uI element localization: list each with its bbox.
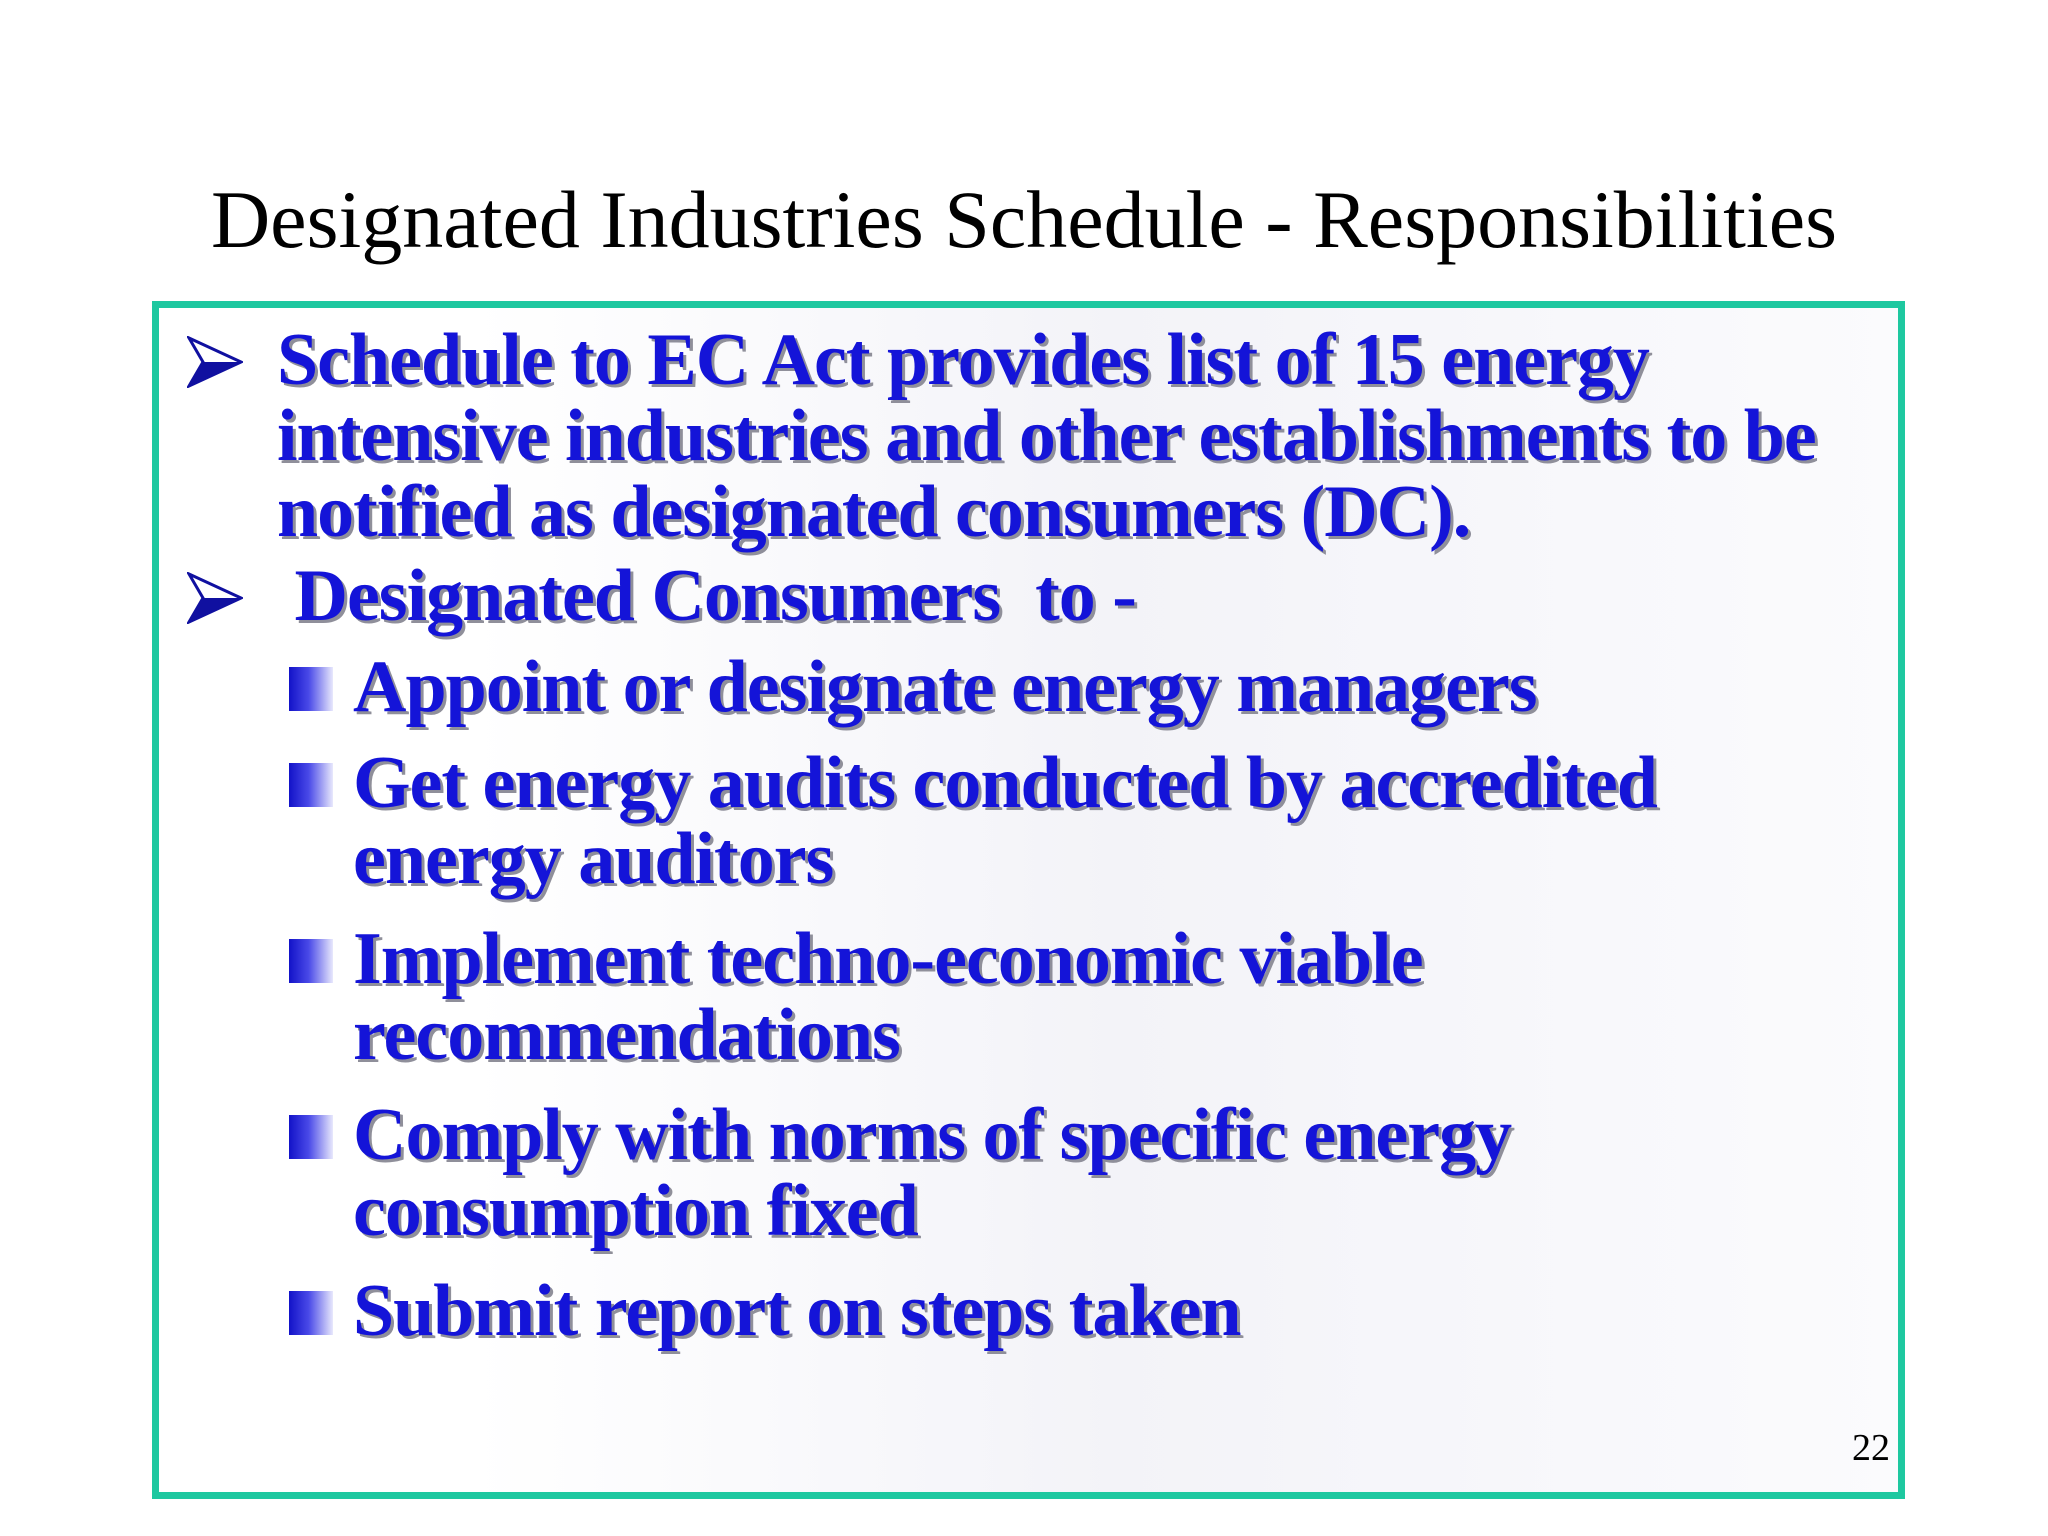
bullet-text: Schedule to EC Act provides list of 15 energy intensive industries and other establishments to be notified as designated consumers (DC). xyxy=(277,319,1816,553)
sub-bullet-text: Get energy audits conducted by accredited energy auditors xyxy=(353,742,1657,900)
content-box xyxy=(152,301,1905,1499)
sub-bullet-text: Submit report on steps taken xyxy=(353,1270,1241,1352)
sub-bullet-text: Comply with norms of specific energy consumption fixed xyxy=(353,1094,1512,1252)
slide-title: Designated Industries Schedule - Responsibilities xyxy=(210,174,1838,265)
arrow-bullet-icon xyxy=(187,336,243,388)
arrow-bullet-icon xyxy=(187,572,243,624)
bullet-text: Designated Consumers to - xyxy=(277,555,1136,637)
sub-bullet-text: Implement techno-economic viable recommendations xyxy=(353,918,1423,1076)
sub-bullet-text: Appoint or designate energy managers xyxy=(353,646,1537,728)
square-bullet-icon xyxy=(289,667,333,711)
square-bullet-icon xyxy=(289,939,333,983)
square-bullet-icon xyxy=(289,1115,333,1159)
page-number: 22 xyxy=(1852,1427,1890,1469)
square-bullet-icon xyxy=(289,763,333,807)
square-bullet-icon xyxy=(289,1291,333,1335)
